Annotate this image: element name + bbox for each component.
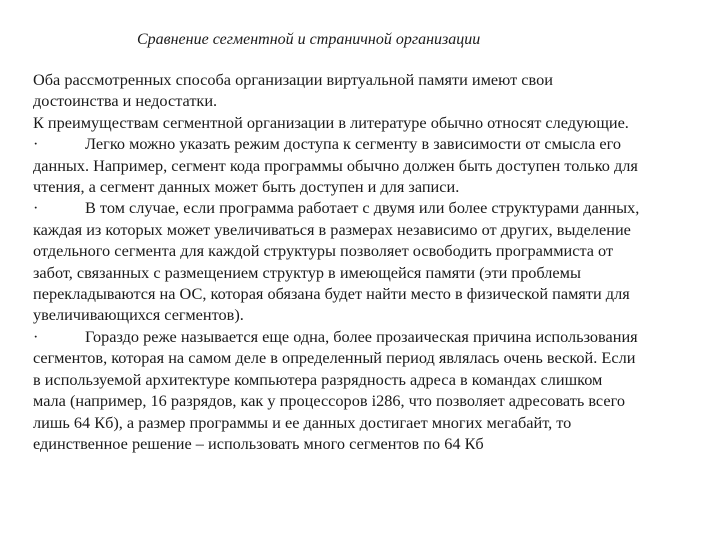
text-line: увеличивающихся сегментов). bbox=[33, 305, 244, 325]
text-line: данных. Например, сегмент кода программы обычно должен быть доступен только для bbox=[33, 155, 638, 175]
text-line: лишь 64 Кб), а размер программы и ее данных достигает многих мегабайт, то bbox=[33, 412, 572, 432]
text-line: достоинства и недостатки. bbox=[33, 91, 218, 111]
bullet-marker: · bbox=[33, 198, 39, 218]
text-line: каждая из которых может увеличиваться в размерах независимо от других, выделение bbox=[33, 219, 631, 239]
bullet-marker: · bbox=[33, 326, 39, 346]
bullet-marker: · bbox=[33, 134, 39, 154]
bullet-text: Гораздо реже называется еще одна, более прозаическая причина использования bbox=[85, 326, 638, 346]
text-line: мала (например, 16 разрядов, как у процессоров i286, что позволяет адресовать всего bbox=[33, 391, 625, 411]
text-line: забот, связанных с размещением структур в имеющейся памяти (эти проблемы bbox=[33, 262, 581, 282]
slide-title: Сравнение сегментной и страничной организации bbox=[137, 31, 481, 48]
text-line: Оба рассмотренных способа организации виртуальной памяти имеют свои bbox=[33, 70, 553, 89]
text-line: сегментов, которая на самом деле в определенный период являлась очень веской. Если bbox=[33, 348, 636, 368]
text-line: единственное решение – использовать много сегментов по 64 Кб bbox=[33, 433, 484, 453]
bullet-line bbox=[33, 326, 705, 347]
text-line: К преимуществам сегментной организации в литературе обычно относят следующие. bbox=[33, 112, 629, 132]
bullet-line bbox=[33, 197, 705, 218]
bullet-line bbox=[33, 133, 705, 154]
text-line: в используемой архитектуре компьютера разрядность адреса в командах слишком bbox=[33, 369, 603, 389]
text-line: чтения, а сегмент данных может быть доступен и для записи. bbox=[33, 177, 460, 197]
text-line: отдельного сегмента для каждой структуры позволяет освободить программиста от bbox=[33, 241, 614, 261]
bullet-text: Легко можно указать режим доступа к сегменту в зависимости от смысла его bbox=[85, 134, 622, 154]
bullet-text: В том случае, если программа работает с двумя или более структурами данных, bbox=[85, 198, 640, 218]
text-line: перекладываются на ОС, которая обязана будет найти место в физической памяти для bbox=[33, 284, 630, 304]
body-text bbox=[33, 69, 705, 454]
